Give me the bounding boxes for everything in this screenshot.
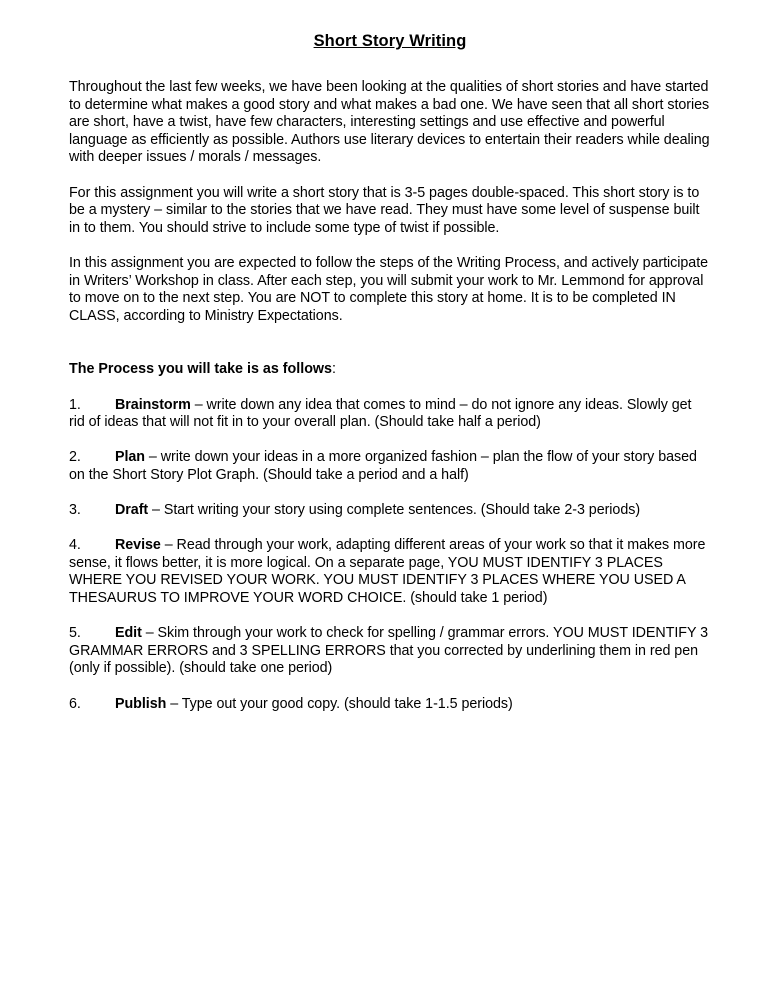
step-body: – Skim through your work to check for spelling / grammar errors. YOU MUST IDENTIFY 3 GRAMMAR ERRORS and 3 SPELLING ERRORS that you corrected by underlining them in red pen (only if possible). (should take one period)	[69, 625, 709, 677]
step-name: Plan	[115, 449, 145, 466]
step-name: Edit	[115, 625, 142, 642]
process-step-3	[69, 502, 711, 520]
step-number: 5.	[69, 625, 81, 642]
intro-paragraph-3: In this assignment you are expected to follow the steps of the Writing Process, and actively participate in Writers’ Workshop in class. After each step, you will submit your work to Mr. Lemmond for approval to move on to the next step. You are NOT to complete this story at home. It is to be completed IN CLASS, according to Ministry Expectations.	[69, 254, 709, 324]
process-step-2	[69, 449, 711, 484]
step-number: 6.	[69, 695, 81, 712]
intro-paragraph-2: For this assignment you will write a short story that is 3-5 pages double-spaced. This short story is to be a mystery – similar to the stories that we have read. They must have some level of suspense built in to them. You should strive to include some type of twist if possible.	[69, 184, 700, 236]
process-step-6	[69, 696, 711, 714]
process-section-heading-colon: :	[332, 361, 336, 378]
process-step-4	[69, 537, 711, 607]
process-step-1	[69, 397, 711, 432]
step-body: – Read through your work, adapting different areas of your work so that it makes more sense, it flows better, it is more logical. On a separate page, YOU MUST IDENTIFY 3 PLACES WHERE YOU REVISED YOUR WORK. YOU MUST IDENTIFY 3 PLACES WHERE YOU USED A THESAURUS TO IMPROVE YOUR WORD CHOICE. (should take 1 period)	[69, 537, 706, 607]
process-step-5	[69, 625, 711, 678]
step-number: 3.	[69, 502, 81, 519]
step-body: – write down any idea that comes to mind – do not ignore any ideas. Slowly get rid of ideas that will not fit in to your overall plan. (Should take half a period)	[69, 396, 692, 431]
page-title: Short Story Writing	[313, 32, 467, 50]
step-name: Revise	[115, 537, 161, 554]
step-number: 4.	[69, 537, 81, 554]
step-body: – Type out your good copy. (should take 1-1.5 periods)	[166, 695, 513, 712]
step-number: 2.	[69, 449, 81, 466]
process-section-heading-text: The Process you will take is as follows	[69, 361, 332, 378]
step-name: Publish	[115, 695, 167, 712]
step-name: Draft	[115, 502, 149, 519]
step-number: 1.	[69, 396, 81, 413]
step-body: – Start writing your story using complete sentences. (Should take 2-3 periods)	[148, 502, 641, 519]
document-body	[69, 31, 711, 731]
process-section-heading	[69, 361, 711, 379]
step-name: Brainstorm	[115, 396, 191, 413]
step-body: – write down your ideas in a more organized fashion – plan the flow of your story based on the Short Story Plot Graph. (Should take a period and a half)	[69, 449, 697, 483]
intro-paragraph-1: Throughout the last few weeks, we have been looking at the qualities of short stories and have started to determine what makes a good story and what makes a bad one. We have seen that all short stories are short, have a twist, have few characters, interesting settings and use effective and powerful language as efficiently as possible. Authors use literary devices to entertain their readers while dealing with deeper issues / morals / messages.	[69, 79, 710, 166]
